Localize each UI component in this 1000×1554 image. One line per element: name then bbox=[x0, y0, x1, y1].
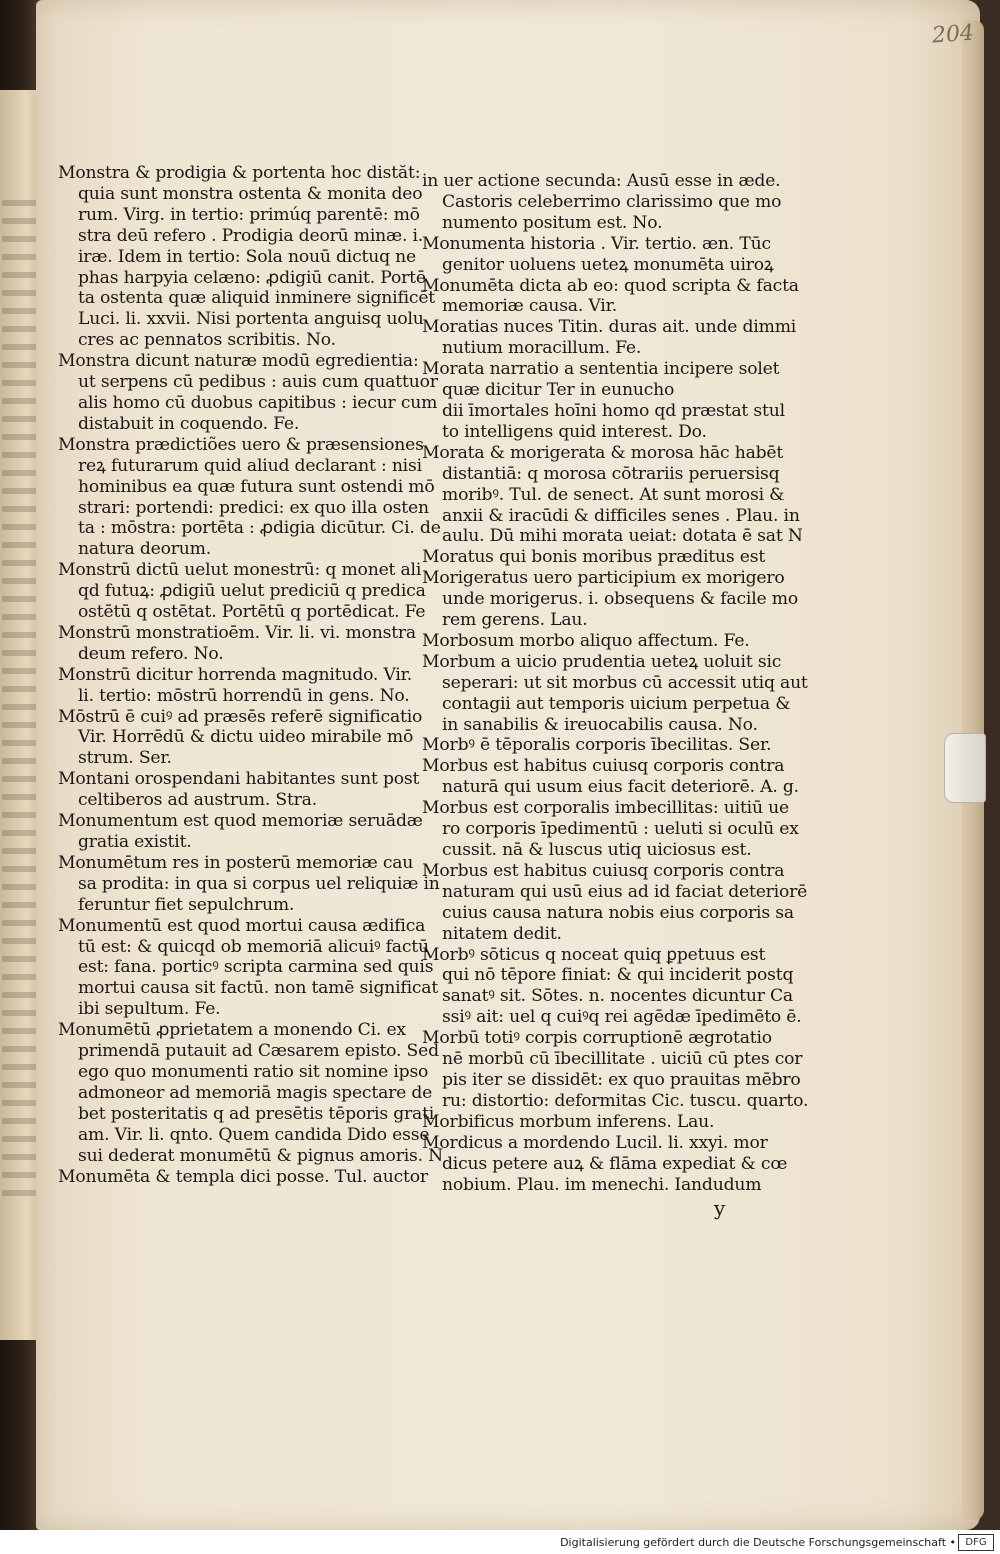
entry-headline: Mordicus a mordendo Lucil. li. xxyi. mor bbox=[422, 1132, 768, 1153]
entry-headline: Monumenta historia . Vir. tertio. æn. Tūc bbox=[422, 233, 771, 254]
funding-note: Digitalisierung gefördert durch die Deutsche Forschungsgemeinschaft • bbox=[560, 1536, 956, 1549]
dictionary-entry bbox=[422, 1132, 788, 1196]
entry-continuation-line: qd futuꝝ: ꝓdigiū uelut prediciū q predica bbox=[78, 581, 426, 602]
entry-continuation-line: reꝝ futurarum quid aliud declarant : nisi bbox=[78, 455, 422, 476]
entry-headline: Morbificus morbum inferens. Lau. bbox=[422, 1111, 715, 1132]
entry-headline: Monumentū est quod mortui causa ædifica bbox=[58, 915, 426, 936]
dictionary-entry bbox=[422, 234, 772, 276]
dictionary-entry bbox=[58, 1020, 444, 1166]
dictionary-entry bbox=[422, 568, 798, 631]
entry-headline: Monumētū ꝓprietatem a monendo Ci. ex bbox=[58, 1020, 406, 1041]
dictionary-entry bbox=[58, 915, 439, 1021]
entry-headline: Mōstrū ē cuiꝰ ad præsēs referē significatio bbox=[58, 706, 423, 727]
entry-continuation-line: sa prodita: in qua si corpus uel reliquiæ in bbox=[78, 873, 440, 894]
right-text-column bbox=[422, 171, 809, 1195]
entry-continuation-line: admoneor ad memoriā magis spectare de bbox=[78, 1082, 433, 1103]
entry-continuation-line: ibi sepultum. Fe. bbox=[78, 999, 221, 1020]
dictionary-entry bbox=[58, 664, 413, 707]
entry-continuation-line: hominibus ea quæ futura sunt ostendi mō bbox=[78, 476, 435, 497]
entry-continuation-line: ta ostenta quæ aliquid inminere significēt bbox=[78, 288, 436, 309]
entry-continuation-line: nē morbū cū ībecillitate . uiciū cū ptes cor bbox=[442, 1049, 803, 1070]
entry-headline: Morbus est habitus cuiusq corporis contra bbox=[422, 756, 785, 777]
dictionary-entry bbox=[422, 651, 808, 736]
dictionary-entry bbox=[58, 706, 423, 770]
entry-continuation-line: est: fana. porticꝰ scripta carmina sed quis bbox=[78, 957, 434, 978]
entry-continuation-line: in sanabilis & ireuocabilis causa. No. bbox=[442, 714, 758, 735]
entry-headline: Monstrū dictū uelut monestrū: q monet ali bbox=[58, 560, 422, 581]
facing-page-text-ghost bbox=[2, 200, 40, 1200]
entry-continuation-line: genitor uoluens ueteꝝ monumēta uiroꝝ bbox=[442, 254, 774, 275]
entry-continuation-line: deum refero. No. bbox=[78, 643, 224, 664]
entry-headline: Morata narratio a sententia incipere solet bbox=[422, 359, 780, 380]
entry-continuation-line: dicus petere auꝝ & flāma expediat & cœ bbox=[442, 1153, 788, 1174]
entry-continuation-line: strum. Ser. bbox=[78, 748, 172, 769]
entry-continuation-line: naturā qui usum eius facit deteriorē. A. g. bbox=[442, 777, 799, 798]
entry-continuation-line: unde morigerus. i. obsequens & facile mo bbox=[442, 589, 798, 610]
entry-continuation-line: nitatem dedit. bbox=[442, 923, 562, 944]
dictionary-entry bbox=[422, 171, 782, 234]
entry-continuation-line: seperari: ut sit morbus cū accessit utiq aut bbox=[442, 672, 808, 693]
entry-headline: Monumentum est quod memoriæ seruādæ bbox=[58, 811, 423, 832]
entry-continuation-line: quæ dicitur Ter in eunucho bbox=[442, 380, 675, 401]
entry-headline: Monumēta & templa dici posse. Tul. auctor bbox=[58, 1166, 428, 1187]
entry-headline: Morata & morigerata & morosa hāc habēt bbox=[422, 442, 784, 463]
dictionary-entry bbox=[422, 944, 802, 1029]
dictionary-entry bbox=[58, 560, 426, 623]
dictionary-entry bbox=[422, 359, 785, 443]
entry-headline: Monstra prædictiões uero & præsensiones bbox=[58, 434, 424, 455]
entry-continuation-line: tū est: & quicqd ob memoriā alicuiꝰ factū bbox=[78, 936, 429, 957]
entry-continuation-line: distantiā: q morosa cōtrariis peruersisq bbox=[442, 463, 780, 484]
entry-headline: Morbꝰ ē tēporalis corporis ībecilitas. Ser. bbox=[422, 735, 772, 756]
dictionary-entry bbox=[422, 860, 808, 945]
entry-continuation-line: sanatꝰ sit. Sōtes. n. nocentes dicuntur Ca bbox=[442, 986, 793, 1007]
entry-continuation-line: iræ. Idem in tertio: Sola nouū dictuq ne bbox=[78, 246, 417, 267]
entry-continuation-line: to intelligens quid interest. Do. bbox=[442, 421, 707, 442]
entry-continuation-line: rem gerens. Lau. bbox=[442, 610, 588, 631]
entry-continuation-line: ta : mōstra: portēta : ꝓdigia dicūtur. Ci. de bbox=[78, 518, 441, 539]
entry-continuation-line: cres ac pennatos scribitis. No. bbox=[78, 330, 336, 351]
entry-continuation-line: dii īmortales hoīni homo qd præstat stul bbox=[442, 400, 785, 421]
entry-headline: Monstra dicunt naturæ modū egredientia: bbox=[58, 351, 419, 372]
entry-headline: Monstrū monstratioēm. Vir. li. vi. monstra bbox=[58, 622, 416, 643]
entry-continuation-line: ego quo monumenti ratio sit nomine ipso bbox=[78, 1061, 429, 1082]
entry-headline: Monumētum res in posterū memoriæ cau bbox=[58, 852, 414, 873]
dictionary-entry bbox=[58, 351, 438, 435]
entry-headline: Monumēta dicta ab eo: quod scripta & facta bbox=[422, 275, 799, 296]
dictionary-entry bbox=[58, 769, 420, 811]
entry-continuation-line: bet posteritatis q ad presētis tēporis grati bbox=[78, 1103, 435, 1124]
dictionary-entry bbox=[58, 622, 416, 665]
entry-continuation-line: ut serpens cū pedibus : auis cum quattuor bbox=[78, 372, 438, 393]
entry-continuation-line: quia sunt monstra ostenta & monita deo bbox=[78, 183, 423, 204]
entry-continuation-line: ru: distortio: deformitas Cic. tuscu. quarto. bbox=[442, 1090, 809, 1111]
entry-continuation-line: numento positum est. No. bbox=[442, 212, 663, 233]
entry-continuation-line: strari: portendi: predici: ex quo illa osten bbox=[78, 497, 429, 518]
entry-headline: Morbosum morbo aliquo affectum. Fe. bbox=[422, 630, 750, 651]
signature-mark: y bbox=[714, 1196, 726, 1220]
dfg-logo: DFG bbox=[958, 1534, 994, 1551]
dictionary-entry bbox=[422, 735, 772, 756]
dictionary-entry bbox=[422, 631, 772, 652]
entry-headline: Morigeratus uero participium ex morigero bbox=[422, 568, 785, 589]
entry-continuation-line: cussit. nā & luscus utiq uiciosus est. bbox=[442, 840, 752, 860]
entry-continuation-line: contagii aut temporis uicium perpetua & bbox=[442, 693, 791, 714]
entry-continuation-line: ostētū q ostētat. Portētū q portēdicat. Fe bbox=[78, 602, 426, 623]
dictionary-entry bbox=[422, 798, 799, 861]
entry-continuation-line: li. tertio: mōstrū horrendū in gens. No. bbox=[78, 685, 410, 706]
dictionary-entry bbox=[58, 811, 423, 853]
entry-continuation-line: cuius causa natura nobis eius corporis sa bbox=[442, 902, 794, 923]
entry-continuation-line: sui dederat monumētū & pignus amoris. N bbox=[78, 1145, 444, 1166]
dictionary-entry bbox=[58, 163, 436, 351]
entry-continuation-line: celtiberos ad austrum. Stra. bbox=[78, 790, 317, 811]
entry-continuation-line: naturam qui usū eius ad id faciat deteriorē bbox=[442, 881, 808, 902]
entry-headline: Morbus est habitus cuiusq corporis contra bbox=[422, 860, 785, 881]
dictionary-entry bbox=[422, 547, 772, 568]
entry-continuation-line: primendā putauit ad Cæsarem episto. Sed bbox=[78, 1041, 439, 1062]
entry-continuation-line: natura deorum. bbox=[78, 539, 211, 560]
entry-continuation-line: feruntur fiet sepulchrum. bbox=[78, 894, 295, 915]
entry-continuation-line: Vir. Horrēdū & dictu uideo mirabile mō bbox=[78, 727, 414, 748]
entry-continuation-line: aulu. Dū mihi morata ueiat: dotata ē sat N bbox=[442, 526, 803, 547]
entry-continuation-line: phas harpyia celæno: ꝓdigiū canit. Portē bbox=[78, 267, 426, 288]
entry-headline: Morbꝰ sōticus q noceat quiq ꝑpetuus est bbox=[422, 944, 766, 965]
dictionary-entry bbox=[58, 852, 440, 916]
dictionary-entry bbox=[422, 317, 797, 359]
dictionary-entry bbox=[58, 1166, 428, 1188]
entry-continuation-line: moribꝰ. Tul. de senect. At sunt morosi & bbox=[442, 484, 785, 505]
entry-headline: Montani orospendani habitantes sunt post bbox=[58, 769, 420, 790]
dictionary-entry bbox=[58, 434, 441, 560]
dictionary-entry bbox=[422, 756, 799, 798]
entry-continuation-line: am. Vir. li. qnto. Quem candida Dido esse bbox=[78, 1124, 430, 1145]
entry-continuation-line: ro corporis īpedimentū : ueluti si oculū ex bbox=[442, 819, 799, 840]
entry-headline: Monstrū dicitur horrenda magnitudo. Vir. bbox=[58, 664, 413, 685]
folio-number: 204 bbox=[931, 20, 975, 49]
entry-headline: Monstra & prodigia & portenta hoc distăt: bbox=[58, 163, 421, 183]
entry-headline: Morbus est corporalis imbecillitas: uitiū ue bbox=[422, 798, 789, 819]
entry-continuation-line: rum. Virg. in tertio: primúq parentē: mō bbox=[78, 204, 420, 225]
dictionary-entry bbox=[422, 442, 803, 548]
entry-continuation-line: Castoris celeberrimo clarissimo que mo bbox=[442, 191, 782, 212]
footer-bar bbox=[0, 1530, 1000, 1554]
entry-headline: Morbum a uicio prudentia ueteꝝ uoluit sic bbox=[422, 651, 782, 672]
entry-continuation-line: qui nō tēpore finiat: & qui inciderit postq bbox=[442, 965, 794, 986]
entry-headline: Moratus qui bonis moribus præditus est bbox=[422, 547, 766, 568]
page-clip bbox=[944, 733, 986, 803]
entry-headline: Morbū totiꝰ corpis corruptionē ægrotatio bbox=[422, 1028, 772, 1049]
entry-continuation-line: ssiꝰ ait: uel q cuiꝰq rei agēdæ īpedimēto ē. bbox=[442, 1007, 802, 1028]
dictionary-entry bbox=[422, 275, 799, 318]
entry-headline: Moratias nuces Titin. duras ait. unde dimmi bbox=[422, 317, 797, 338]
entry-headline: in uer actione secunda: Ausū esse in æde. bbox=[422, 171, 781, 191]
entry-continuation-line: memoriæ causa. Vir. bbox=[442, 296, 617, 317]
entry-continuation-line: gratia existit. bbox=[78, 832, 192, 852]
entry-continuation-line: nutium moracillum. Fe. bbox=[442, 338, 642, 359]
entry-continuation-line: pis iter se dissidēt: ex quo prauitas mēbro bbox=[442, 1069, 801, 1090]
left-text-column bbox=[58, 163, 444, 1187]
entry-continuation-line: Luci. li. xxvii. Nisi portenta anguisq uolu bbox=[78, 309, 424, 330]
entry-continuation-line: nobium. Plau. im menechi. Iandudum bbox=[442, 1174, 762, 1195]
entry-continuation-line: distabuit in coquendo. Fe. bbox=[78, 413, 300, 434]
entry-continuation-line: anxii & iracūdi & difficiles senes . Plau. in bbox=[442, 505, 800, 526]
dictionary-entry bbox=[422, 1112, 772, 1133]
entry-continuation-line: alis homo cū duobus capitibus : iecur cum bbox=[78, 392, 438, 413]
dictionary-entry bbox=[422, 1028, 809, 1112]
entry-continuation-line: mortui causa sit factū. non tamē significat bbox=[78, 978, 439, 999]
entry-continuation-line: stra deū refero . Prodigia deorū minæ. i. bbox=[78, 225, 424, 246]
